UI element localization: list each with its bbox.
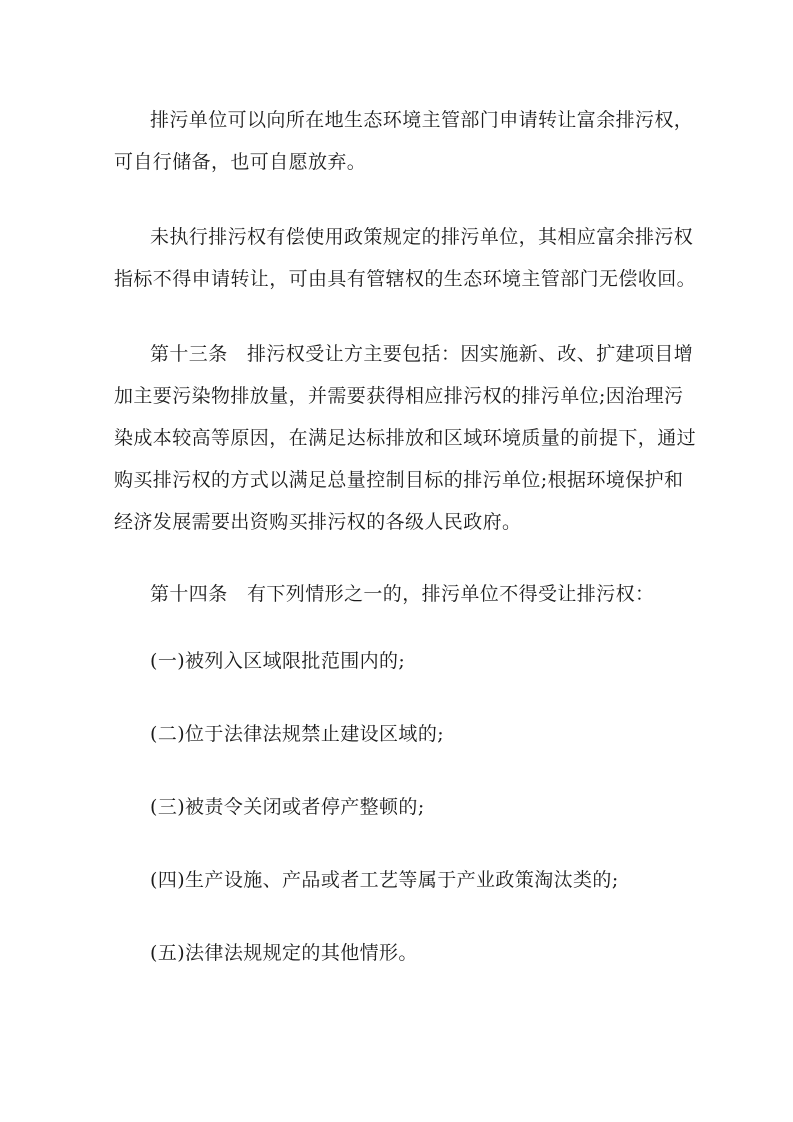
text-line: 染成本较高等原因，在满足达标排放和区域环境质量的前提下，通过 <box>114 427 697 449</box>
paragraph-uncompensated-recovery <box>114 216 697 300</box>
text-line: 指标不得申请转让，可由具有管辖权的生态环境主管部门无偿收回。 <box>114 268 697 290</box>
text-line: 未执行排污权有偿使用政策规定的排污单位，其相应富余排污权 <box>150 226 694 248</box>
article-13-paragraph <box>114 333 697 543</box>
list-item-2 <box>114 713 684 755</box>
text-line: 第十四条 有下列情形之一的，排污单位不得受让排污权： <box>150 583 655 605</box>
paragraph-transfer-surplus <box>114 99 694 183</box>
list-item-1 <box>114 640 684 682</box>
text-line: (五)法律法规规定的其他情形。 <box>150 942 418 964</box>
text-line: 加主要污染物排放量，并需要获得相应排污权的排污单位;因治理污 <box>114 385 684 407</box>
article-14-paragraph <box>114 573 684 615</box>
text-line: 第十三条 排污权受让方主要包括：因实施新、改、扩建项目增 <box>150 343 694 365</box>
text-line: (一)被列入区域限批范围内的; <box>150 650 406 672</box>
text-line: 经济发展需要出资购买排污权的各级人民政府。 <box>114 511 522 533</box>
list-item-3 <box>114 786 684 828</box>
text-line: 排污单位可以向所在地生态环境主管部门申请转让富余排污权， <box>150 109 694 131</box>
list-item-5 <box>114 932 684 974</box>
text-line: 购买排污权的方式以满足总量控制目标的排污单位;根据环境保护和 <box>114 469 684 491</box>
text-line: (三)被责令关闭或者停产整顿的; <box>150 796 425 818</box>
text-line: 可自行储备，也可自愿放弃。 <box>114 151 367 173</box>
text-line: (四)生产设施、产品或者工艺等属于产业政策淘汰类的; <box>150 869 619 891</box>
text-line: (二)位于法律法规禁止建设区域的; <box>150 723 445 745</box>
list-item-4 <box>114 859 684 901</box>
